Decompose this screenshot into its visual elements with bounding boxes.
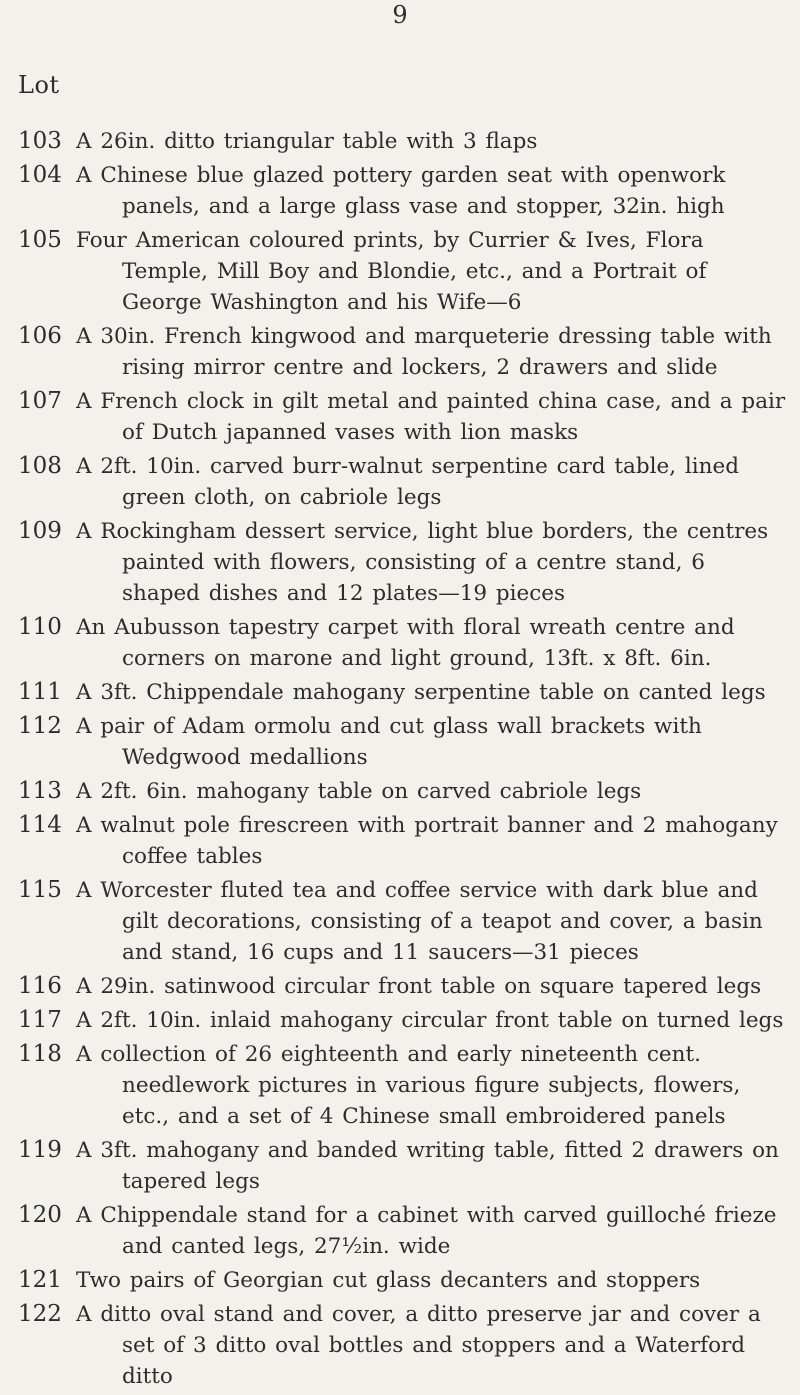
lot-description: A 2ft. 10in. carved burr-walnut serpentine card table, lined green cloth, on cabriole legs [76,454,739,510]
lot-number: 111 [18,679,62,705]
lot-entry [18,1135,788,1197]
lot-number: 104 [18,162,62,188]
lot-entry [18,612,788,674]
lot-entry [18,160,788,222]
lot-description: A French clock in gilt metal and painted china case, and a pair of Dutch japanned vases with lion masks [76,389,786,445]
lot-description: A Rockingham dessert service, light blue borders, the centres painted with flowers, consisting of a centre stand, 6 shaped dishes and 12 plates—19 pieces [76,519,769,606]
lot-entry [18,776,788,807]
lot-description: A 2ft. 6in. mahogany table on carved cabriole legs [76,779,642,804]
lot-entry [18,321,788,383]
lot-number: 120 [18,1202,62,1228]
lot-number: 122 [18,1301,62,1327]
lot-description: A Chippendale stand for a cabinet with carved guilloché frieze and canted legs, 27½in. wide [76,1203,777,1259]
lot-number: 108 [18,453,62,479]
lot-entry [18,1265,788,1296]
lot-description: A 3ft. mahogany and banded writing table, fitted 2 drawers on tapered legs [76,1138,779,1194]
lot-number: 116 [18,973,62,999]
lot-entry [18,1200,788,1262]
lot-number: 110 [18,614,62,640]
lot-entry [18,1039,788,1132]
lot-number: 115 [18,877,62,903]
lot-description: A 2ft. 10in. inlaid mahogany circular front table on turned legs [76,1008,784,1033]
page-number: 9 [392,1,408,29]
lot-entry [18,1005,788,1036]
lot-entry [18,1299,788,1392]
lot-entry [18,516,788,609]
lot-description: A ditto oval stand and cover, a ditto preserve jar and cover a set of 3 ditto oval bottles and stoppers and a Waterford ditto [76,1302,761,1389]
lot-number: 121 [18,1267,62,1293]
lot-entry [18,386,788,448]
lot-number: 114 [18,812,62,838]
lot-number: 103 [18,128,62,154]
lot-entry [18,225,788,318]
lot-number: 112 [18,713,62,739]
lot-entry [18,875,788,968]
lot-number: 107 [18,388,62,414]
lot-number: 105 [18,227,62,253]
lot-entry [18,451,788,513]
lot-description: A walnut pole firescreen with portrait banner and 2 mahogany coffee tables [76,813,778,869]
lot-description: A Worcester fluted tea and coffee service with dark blue and gilt decorations, consisting of a teapot and cover, a basin and stand, 16 cups and 11 saucers—31 pieces [76,878,763,965]
lot-description: Four American coloured prints, by Currier & Ives, Flora Temple, Mill Boy and Blondie, etc., and a Portrait of George Washington and his Wife—6 [76,228,707,315]
lot-number: 118 [18,1041,62,1067]
lot-number: 113 [18,778,62,804]
lot-description: A 26in. ditto triangular table with 3 flaps [76,129,538,154]
lot-list [18,126,788,1395]
lot-column-header: Lot [18,71,60,99]
lot-description: A Chinese blue glazed pottery garden seat with openwork panels, and a large glass vase and stopper, 32in. high [76,163,726,219]
lot-description: A 30in. French kingwood and marqueterie dressing table with rising mirror centre and lockers, 2 drawers and slide [76,324,772,380]
lot-description: A pair of Adam ormolu and cut glass wall brackets with Wedgwood medallions [76,714,702,770]
lot-entry [18,810,788,872]
lot-description: An Aubusson tapestry carpet with floral wreath centre and corners on marone and light ground, 13ft. x 8ft. 6in. [76,615,735,671]
lot-description: A collection of 26 eighteenth and early nineteenth cent. needlework pictures in various figure subjects, flowers, etc., and a set of 4 Chinese small embroidered panels [76,1042,741,1129]
lot-description: Two pairs of Georgian cut glass decanters and stoppers [76,1268,701,1293]
lot-entry [18,711,788,773]
lot-number: 119 [18,1137,62,1163]
lot-entry [18,971,788,1002]
lot-number: 109 [18,518,62,544]
lot-entry [18,126,788,157]
lot-entry [18,677,788,708]
lot-number: 117 [18,1007,62,1033]
lot-description: A 3ft. Chippendale mahogany serpentine table on canted legs [76,680,766,705]
lot-description: A 29in. satinwood circular front table on square tapered legs [76,974,762,999]
lot-number: 106 [18,323,62,349]
